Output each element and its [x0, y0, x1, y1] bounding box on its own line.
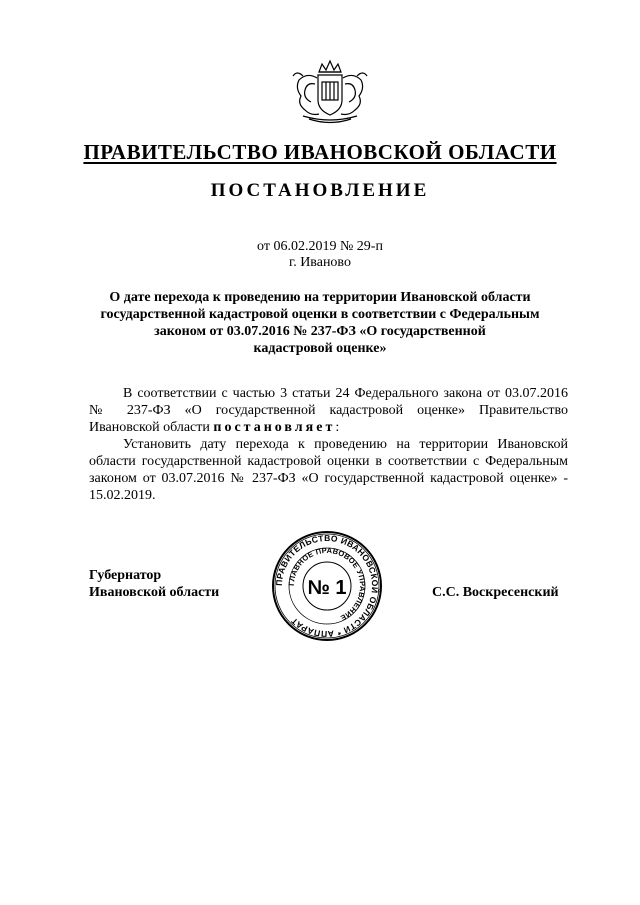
subject-line: кадастровой оценке»: [253, 341, 387, 356]
signatory-title-line: Губернатор: [89, 568, 162, 583]
signatory-title-line: Ивановской области: [89, 585, 220, 600]
body-paragraph: [89, 385, 568, 436]
body-text-end: :: [335, 420, 340, 435]
organization-title: ПРАВИТЕЛЬСТВО ИВАНОВСКОЙ ОБЛАСТИ: [83, 140, 557, 164]
document-subject: [70, 289, 570, 357]
document-body: [89, 385, 568, 504]
subject-line: государственной кадастровой оценки в соответствии с Федеральным: [100, 307, 540, 322]
official-seal-stamp: [271, 530, 383, 642]
date-number-block: [0, 239, 640, 271]
body-paragraph: Установить дату перехода к проведению на территории Ивановской области государственной кадастровой оценки в соответствии с Федеральным законом от 03.07.2016 № 237-ФЗ «О государственной кадастровой оценке» - 15.02.2019.: [89, 437, 568, 503]
subject-line: законом от 03.07.2016 № 237-ФЗ «О государственной: [154, 324, 486, 339]
seal-inner-text: ГЛАВНОЕ ПРАВОВОЕ УПРАВЛЕНИЕ: [286, 545, 368, 623]
subject-line: О дате перехода к проведению на территории Ивановской области: [109, 290, 531, 305]
coat-of-arms-icon: [289, 58, 371, 124]
signatory-title: [89, 567, 219, 601]
seal-number: № 1: [307, 577, 347, 599]
city-line: г. Иваново: [289, 255, 351, 270]
signatory-name: С.С. Воскресенский: [432, 585, 559, 600]
seal-outer-text: ПРАВИТЕЛЬСТВО ИВАНОВСКОЙ ОБЛАСТИ * АППАРАТ: [273, 532, 381, 640]
document-type-title: ПОСТАНОВЛЕНИЕ: [210, 180, 430, 201]
resolution-keyword: постановляет: [213, 420, 336, 435]
date-number-line: от 06.02.2019 № 29-п: [257, 239, 383, 254]
body-text: В соответствии с частью 3 статьи 24 Федерального закона от 03.07.2016 № 237-ФЗ «О государственной кадастровой оценке» Правительство Ивановской области: [89, 386, 568, 435]
